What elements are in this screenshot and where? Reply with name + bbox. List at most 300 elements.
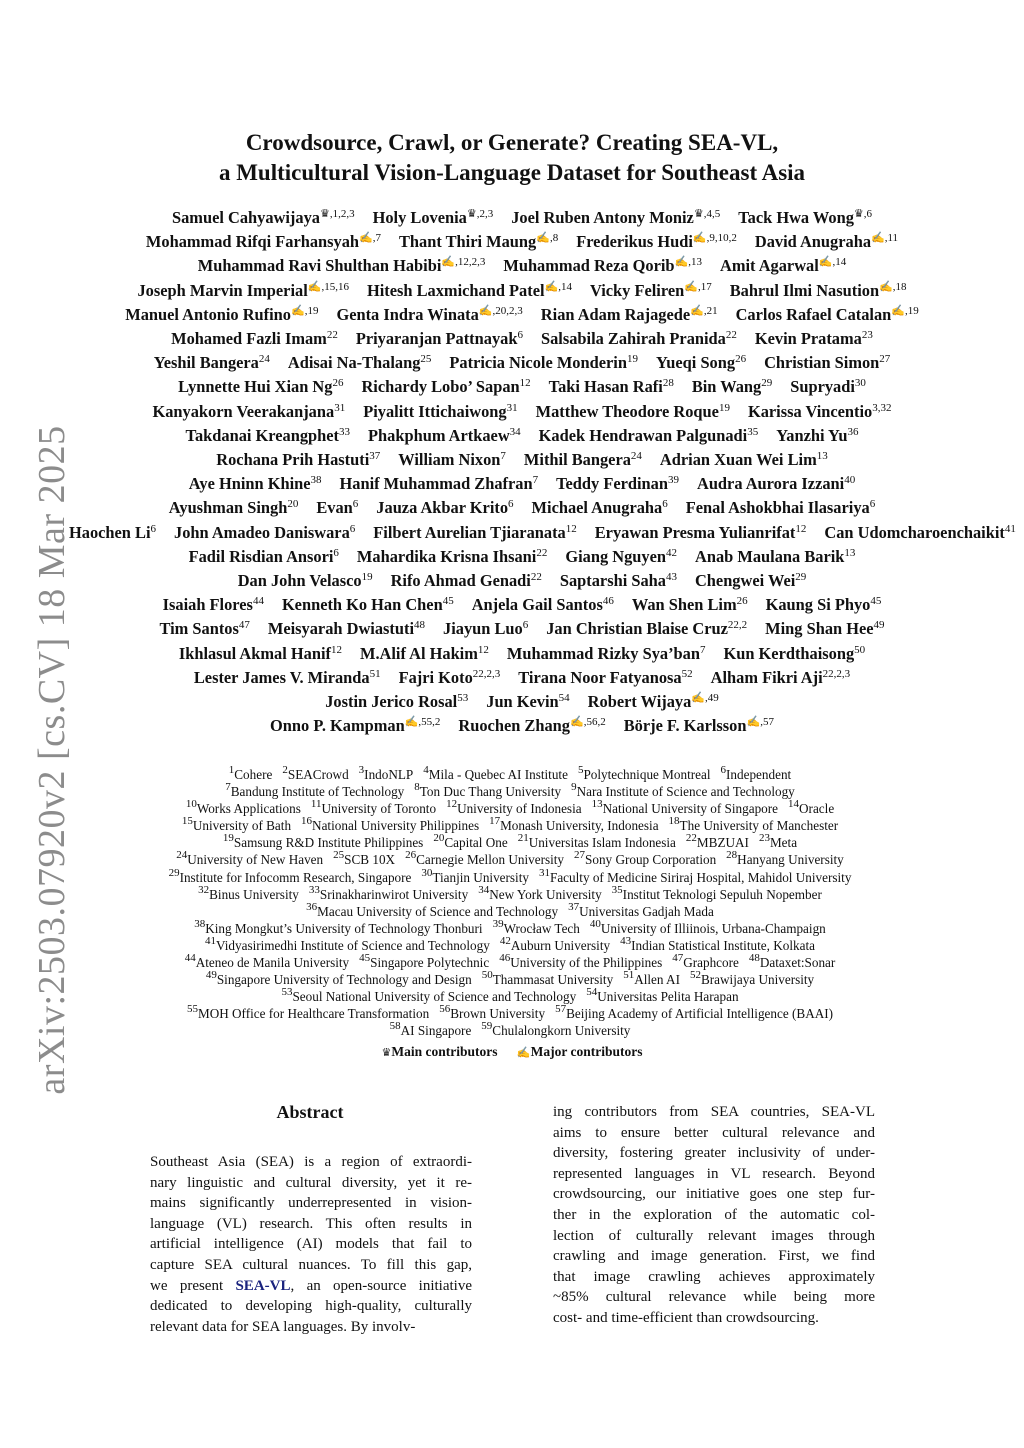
author [692,377,772,396]
author-name: Yueqi Song [655,353,736,373]
affiliation-name: Indian Statistical Institute, Kolkata [631,937,815,953]
affiliation-name: MOH Office for Healthcare Transformation [197,1006,430,1022]
affiliation-name: University of Illiinois, Urbana-Champaign [600,920,826,936]
abstract-line: represented languages in VL research. Beyond [553,1165,875,1182]
affiliation-number: 28 [726,849,738,862]
author-name: Kenneth Ko Han Chen [281,595,443,615]
author [711,668,851,687]
affiliation [228,764,273,782]
author-affiliation-numbers: 23 [861,329,873,342]
author [546,619,747,638]
affiliation [414,781,562,800]
affiliation-row [90,817,930,834]
writing-hand-icon: ✍ [684,280,698,293]
affiliation-row [90,851,930,868]
affiliation [282,764,349,782]
abstract-line: relevant data for SEA languages. By involv- [150,1318,416,1335]
title-line-2: a Multicultural Vision-Language Dataset for Southeast Asia [218,160,806,185]
author-affiliation-numbers: 48 [414,619,425,632]
author-row [60,351,984,375]
writing-hand-icon: ✍ [536,232,550,245]
affiliation-name: Macau University of Science and Technology [317,903,559,919]
author [524,450,642,469]
affiliation [405,849,565,868]
author-affiliation-numbers: 6 [349,522,356,535]
author-affiliation-numbers: 19 [718,401,730,414]
author [368,426,521,445]
affiliation-name: Dataxet:Sonar [759,955,836,971]
affiliation-row [90,988,930,1005]
author [361,377,530,396]
author-row [60,206,984,230]
author-name: Thant Thiri Maung [398,232,537,252]
author-name: Mithil Bangera [523,450,631,470]
affiliation [555,1003,834,1022]
affiliation-number: 21 [517,832,529,845]
affiliation-number: 51 [623,969,635,982]
affiliation-name: SCB 10X [344,852,396,868]
author-name: Wan Shen Lim [631,595,737,615]
author-affiliation-numbers: ✍,20,2,3 [478,304,523,317]
author-affiliation-numbers: 47 [238,619,250,632]
author-affiliation-numbers: 6 [517,329,523,342]
author-affiliation-numbers: ✍,17 [684,280,712,293]
affiliation-name: Institut Teknologi Sepuluh Nopember [622,886,822,902]
writing-hand-icon: ✍ [691,692,706,705]
affiliation-number: 27 [574,849,586,862]
affiliation-name: Institute for Infocomm Research, Singapore [179,869,412,885]
affiliation [225,781,405,800]
author-name: Muhammad Rizky Sya’ban [506,643,700,663]
author [590,281,712,300]
author-affiliation-numbers: 7 [532,474,539,487]
affiliation-name: Universitas Islam Indonesia [528,835,676,851]
writing-hand-icon: ✍ [871,232,885,245]
author [549,377,674,396]
author-list [60,206,1016,738]
author-name: Anab Maulana Barik [695,546,845,566]
author-affiliation-numbers: 31 [334,401,346,414]
author-affiliation-numbers: 27 [879,353,891,366]
abstract-line: cost- and time-efficient than crowdsourcing. [553,1309,819,1326]
author-name: Can Udomcharoenchaikit [824,522,1005,542]
affiliation-number: 15 [181,815,193,828]
author-name: Vicky Feliren [590,280,685,300]
affiliation [672,952,739,971]
affiliation-row [90,971,930,988]
affiliation-number: 55 [186,1003,198,1016]
title-line-1: Crowdsource, Crawl, or Generate? Creating SEA-VL, [245,130,779,155]
author [171,329,338,348]
affiliation-name: Universitas Pelita Harapan [597,989,739,1005]
author-name: Mohammad Rifqi Farhansyah [145,232,360,252]
author-affiliation-numbers: 36 [847,425,859,438]
author-name: Onno P. Kampman [270,716,405,736]
affiliation-name: Sony Group Corporation [585,852,717,868]
author-affiliation-numbers: ✍,55,2 [404,716,441,729]
author [790,377,866,396]
affiliation-number: 36 [306,900,318,913]
affiliation-name: University of Indonesia [457,801,582,817]
author-affiliation-numbers: 26 [736,595,748,608]
author-affiliation-numbers: 37 [369,450,381,463]
writing-hand-icon: ✍ [879,280,893,293]
author [367,281,572,300]
affiliation [499,934,611,953]
author-affiliation-numbers: 6 [352,498,359,511]
affiliation [517,832,676,851]
author-name: Mahardika Krisna Ihsani [356,546,537,566]
author-affiliation-numbers: 12 [330,643,342,656]
affiliation [168,866,412,885]
author-affiliation-numbers: ✍,13 [674,256,702,269]
author-affiliation-numbers: 12 [565,522,577,535]
abstract-line: aims to ensure better cultural relevance and [553,1124,875,1141]
affiliation-name: Allen AI [634,972,680,988]
author-affiliation-numbers: 42 [666,546,678,559]
author-affiliation-numbers: 26 [332,377,344,390]
contributor-legend [0,1044,1024,1060]
affiliation-name: AI Singapore [400,1023,472,1039]
author-name: Salsabila Zahirah Pranida [540,329,726,349]
affiliation-name: King Mongkut’s University of Technology Thonburi [205,920,483,936]
author-name: Muhammad Ravi Shulthan Habibi [197,256,442,276]
author [595,523,807,542]
author-name: Jauza Akbar Krito [376,498,509,518]
affiliation [308,883,469,902]
affiliation [421,866,529,885]
affiliation [586,986,739,1005]
affiliation [481,1020,631,1039]
author-name: Anjela Gail Santos [471,595,603,615]
author-name: Ming Shan Hee [765,619,874,639]
affiliation-number: 47 [672,952,684,965]
author [325,692,468,711]
author-affiliation-numbers: ✍,21 [690,304,718,317]
author-affiliation-numbers: 24 [630,450,642,463]
affiliation-number: 40 [589,917,601,930]
author-affiliation-numbers: ✍,9,10,2 [692,232,737,245]
affiliation-name: IndoNLP [364,767,414,782]
author-affiliation-numbers: 24 [258,353,270,366]
author [695,571,806,590]
affiliation-number: 22 [685,832,697,845]
author [216,450,380,469]
affiliation [726,849,844,868]
affiliation-number: 37 [568,900,580,913]
affiliation-name: Polytechnique Montreal [583,767,711,782]
author-row [60,230,984,254]
affiliation-name: Cohere [234,767,273,782]
affiliation [492,917,580,936]
affiliation-name: Faculty of Medicine Siriraj Hospital, Mahidol University [549,869,852,885]
author-name: Amit Agarwal [720,256,819,276]
affiliation-number: 57 [555,1003,567,1016]
affiliation [758,832,798,851]
author-row [60,545,984,569]
author [443,619,528,638]
affiliation-name: Seoul National University of Science and Technology [292,989,577,1005]
author [357,547,547,566]
author-name: Hitesh Laxmichand Patel [366,280,545,300]
affiliation-number: 25 [333,849,345,862]
author-affiliation-numbers: 29 [761,377,773,390]
author [373,208,494,227]
affiliation-number: 10 [185,798,197,811]
author [764,353,890,372]
affiliation-number: 16 [301,815,313,828]
affiliation-number: 29 [168,866,180,879]
author [565,547,677,566]
author [503,256,702,275]
author-affiliation-numbers: 20 [287,498,299,511]
writing-hand-icon: ✍ [674,256,689,269]
author-affiliation-numbers: ✍,14 [544,280,572,293]
affiliation-number: 49 [205,969,217,982]
affiliation-number: 2 [282,764,288,776]
affiliation-name: New York University [489,886,602,902]
author [154,353,270,372]
author-name: Yeshil Bangera [153,353,259,373]
author [511,208,720,227]
author [541,305,718,324]
author-name: Jostin Jerico Rosal [325,692,458,712]
legend-main-contributors: ♛Main contributors [381,1044,498,1059]
author [518,668,692,687]
affiliation-name: Beijing Academy of Artificial Intelligence (BAAI) [566,1006,834,1022]
author-name: Muhammad Reza Qorib [503,256,675,276]
affiliation-number: 38 [194,917,206,930]
affiliation-name: University of Bath [192,818,292,834]
author [507,644,706,663]
crown-icon: ♛ [381,1047,392,1059]
author [472,595,614,614]
author-affiliation-numbers: ♛,4,5 [693,208,721,220]
affiliation-name: Universitas Gadjah Mada [579,903,714,919]
affiliation [748,952,836,971]
author-name: Patricia Nicole Monderin [449,353,627,373]
legend-major-contributors: ✍Major contributors [516,1044,643,1059]
affiliation-number: 7 [225,781,231,794]
author [576,232,737,251]
affiliation-number: 3 [358,764,365,776]
author-name: Frederikus Hudi [576,232,693,252]
author-affiliation-numbers: 22 [530,571,542,584]
affiliation-row [90,866,930,886]
author-name: Jan Christian Blaise Cruz [546,619,728,639]
author [755,232,898,251]
affiliation-number: 13 [591,798,603,811]
affiliation-number: 34 [478,883,490,896]
author-name: Genta Indra Winata [336,304,479,324]
affiliation-number: 44 [184,952,196,965]
author [730,281,907,300]
affiliation [198,883,299,902]
writing-hand-icon: ✍ [291,304,305,317]
author [270,716,440,735]
affiliation [589,917,826,936]
author [69,523,156,542]
affiliation-number: 26 [405,849,417,862]
author [755,329,873,348]
author-affiliation-numbers: 22,2,3 [472,667,501,680]
affiliation [176,849,324,868]
author-affiliation-numbers: 22,2 [727,619,748,632]
author-affiliation-numbers: 6 [150,522,157,535]
author [373,523,576,542]
author-name: Tim Santos [159,619,239,639]
affiliation-number: 8 [414,781,420,794]
author-name: Isaiah Flores [162,595,253,615]
sea-vl-link[interactable]: SEA-VL [235,1277,291,1294]
author-name: M.Alif Al Hakim [359,643,478,663]
author-affiliation-numbers: 29 [795,571,807,584]
affiliation-number: 18 [668,815,680,828]
paper-title [0,128,1024,188]
author-name: Saptarshi Saha [559,571,666,591]
author-name: Kevin Pratama [754,329,862,349]
affiliation-row [90,1022,930,1039]
author-row [60,279,984,303]
author-row [60,642,984,666]
author-name: Yanzhi Yu [776,425,848,445]
author-affiliation-numbers: 6 [333,546,339,559]
affiliation-name: Ton Duc Thang University [419,784,562,800]
author-name: Robert Wijaya [587,692,692,712]
author-affiliation-numbers: ✍,49 [691,692,719,705]
affiliation-number: 20 [433,832,445,845]
affiliation [222,832,424,851]
author-affiliation-numbers: 12 [477,643,489,656]
writing-hand-icon: ✍ [746,716,761,729]
crown-icon: ♛ [853,208,864,220]
author-affiliation-numbers: ♛,6 [853,208,873,220]
author-name: Evan [316,498,353,518]
affiliation-number: 46 [499,952,511,965]
affiliation-name: Binus University [209,886,299,902]
author-affiliation-numbers: ✍,11 [871,232,899,245]
author [624,716,774,735]
affiliation-name: The University of Manchester [679,818,839,834]
affiliation [720,764,792,782]
author-affiliation-numbers: ✍,15,16 [307,280,349,293]
author-affiliation-numbers: 52 [681,667,693,680]
author-affiliation-numbers: 13 [816,450,828,463]
writing-hand-icon: ✍ [690,304,704,317]
affiliation [186,1003,430,1022]
affiliation-number: 4 [423,764,429,776]
author-name: Bahrul Ilmi Nasution [729,280,880,300]
author-name: Alham Fikri Aji [710,667,823,687]
author [824,523,1015,542]
author [695,547,855,566]
affiliation-name: Works Applications [196,801,301,817]
author-name: Teddy Ferdinan [556,474,668,494]
author-affiliation-numbers: 7 [699,643,706,656]
affiliation [577,764,711,782]
abstract-line: lection of culturally relevant images through [553,1227,875,1244]
abstract-line: ing contributors from SEA countries, SEA-VL [553,1104,875,1120]
affiliation [446,798,582,817]
affiliation-row [90,783,930,800]
affiliation-name: Carnegie Mellon University [416,852,565,868]
abstract-line: ther in the exploration of the automatic col- [553,1206,875,1223]
affiliation-row [90,800,930,817]
author-row [60,327,984,351]
affiliation-name: Singapore Polytechnic [370,955,490,971]
affiliation-number: 17 [489,815,501,828]
author-name: Rifo Ahmad Genadi [390,571,531,591]
affiliation [439,1003,546,1022]
affiliation-number: 41 [205,934,217,947]
author [282,595,454,614]
author-name: Takdanai Kreangphet [185,425,340,445]
writing-hand-icon: ✍ [516,1047,531,1059]
arxiv-identifier: arXiv:2503.07920v2 [cs.CV] 18 Mar 2025 [31,425,73,1095]
affiliation [301,815,480,834]
affiliation-name: University of the Philippines [510,955,663,971]
affiliation-number: 48 [748,952,760,965]
abstract-line: capture SEA cultural nuances. To fill this gap, [150,1256,472,1273]
author-name: Dan John Velasco [237,571,362,591]
affiliation [571,781,795,800]
author-name: Adisai Na-Thalang [287,353,421,373]
affiliation [433,832,508,851]
author [316,498,358,517]
affiliation-name: Nara Institute of Science and Technology [576,784,795,800]
crown-icon: ♛ [319,208,330,220]
author-row [60,375,984,399]
author [588,692,719,711]
author-affiliation-numbers: 45 [870,595,882,608]
author-affiliation-numbers: ✍,14 [818,256,847,269]
author-affiliation-numbers: ✍,7 [359,232,381,245]
author-affiliation-numbers: 51 [369,667,381,680]
affiliation-name: Singapore University of Technology and Design [216,972,472,988]
affiliation-number: 24 [176,849,188,862]
abstract-right-column [553,1102,875,1329]
author-affiliation-numbers: 26 [735,353,747,366]
author-affiliation-numbers: 6 [522,619,529,632]
affiliation [478,883,602,902]
affiliation-name: Monash University, Indonesia [500,818,659,834]
affiliation-number: 12 [446,798,458,811]
affiliation [306,900,559,919]
affiliation-name: Meta [769,835,798,851]
affiliation [611,883,822,902]
author [159,619,249,638]
abstract-line: artificial intelligence (AI) models that fail to [150,1236,472,1253]
author [532,498,668,517]
author [632,595,748,614]
author-affiliation-numbers: 6 [869,498,876,511]
author-affiliation-numbers: 30 [854,377,866,390]
author [152,402,345,421]
affiliation [668,815,839,834]
author-name: William Nixon [398,450,501,470]
author-affiliation-numbers: 44 [252,595,264,608]
affiliation [689,969,815,988]
author [288,353,432,372]
author-name: Chengwei Wei [694,571,796,591]
affiliation [620,934,815,953]
author-name: Samuel Cahyawijaya [171,208,320,227]
affiliation-name: Hanyang University [737,852,844,868]
author-affiliation-numbers: 43 [665,571,677,584]
author-name: Filbert Aurelian Tjiaranata [373,522,566,542]
author [766,595,882,614]
affiliation-name: Brawijaya University [700,972,815,988]
